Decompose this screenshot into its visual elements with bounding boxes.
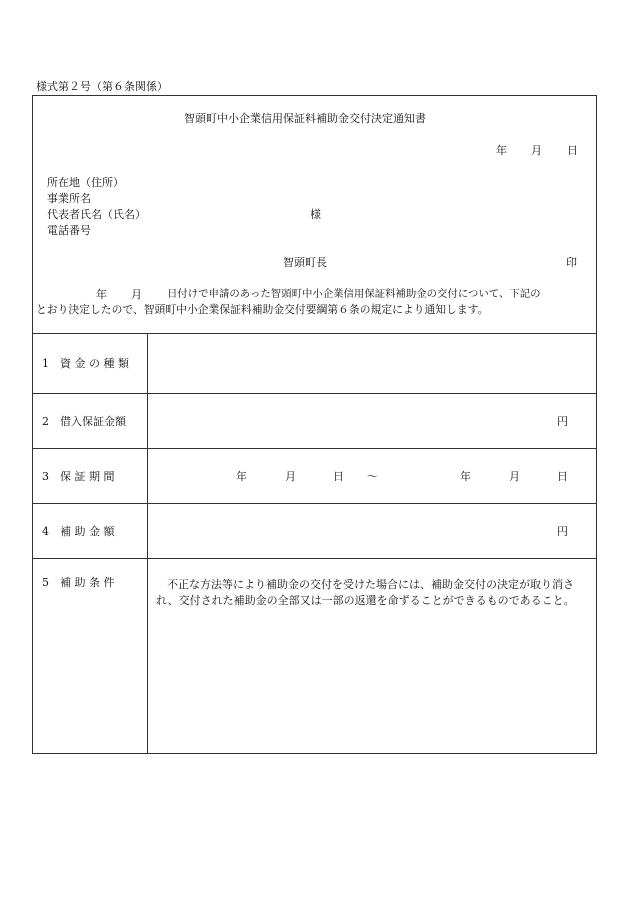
body-line2: とおり決定したので、智頭町中小企業保証料補助金交付要綱第６条の規定により通知します。 (36, 303, 489, 316)
form-number: 様式第２号（第６条関係） (36, 80, 168, 93)
table-top-border (32, 333, 597, 334)
period-start-year: 年 (236, 470, 247, 483)
period-separator: ～ (367, 470, 378, 483)
representative-label: 代表者氏名（氏名） (47, 208, 146, 221)
business-name-label: 事業所名 (47, 192, 91, 205)
body-month: 月 (131, 288, 142, 301)
row-label-subsidy-amount: 4 補 助 金 額 (42, 525, 115, 538)
seal-mark: 印 (566, 256, 577, 269)
address-label: 所在地（住所） (47, 176, 124, 189)
period-start-month: 月 (285, 470, 296, 483)
table-column-divider (147, 333, 148, 754)
period-end-year: 年 (460, 470, 471, 483)
phone-label: 電話番号 (47, 224, 91, 237)
body-line1-rest: 日付けで申請のあった智頭町中小企業信用保証料補助金の交付について、下記の (167, 288, 541, 300)
honorific: 様 (310, 208, 321, 221)
table-row-divider (32, 503, 597, 504)
issuer-title: 智頭町長 (283, 256, 327, 269)
row-label-guarantee-period: 3 保 証 期 間 (42, 470, 115, 483)
row-label-guarantee-amount: 2 借入保証金額 (42, 415, 126, 428)
subsidy-amount-unit: 円 (557, 525, 568, 538)
row-label-subsidy-conditions: 5 補 助 条 件 (42, 576, 115, 589)
period-end-day: 日 (557, 470, 568, 483)
date-month-label: 月 (531, 144, 542, 157)
table-row-divider (32, 393, 597, 394)
subsidy-conditions-text: 不正な方法等により補助金の交付を受けた場合には、補助金交付の決定が取り消され、交付された補助金の全部又は一部の返還を命ずることができるものであること。 (156, 578, 575, 607)
date-year-label: 年 (496, 144, 507, 157)
date-day-label: 日 (567, 144, 578, 157)
guarantee-amount-unit: 円 (557, 415, 568, 428)
row-label-fund-type: 1 資 金 の 種 類 (42, 357, 129, 370)
period-start-day: 日 (333, 470, 344, 483)
body-year: 年 (96, 288, 107, 301)
table-row-divider (32, 558, 597, 559)
document-title: 智頭町中小企業信用保証料補助金交付決定通知書 (184, 112, 426, 125)
table-row-divider (32, 448, 597, 449)
period-end-month: 月 (509, 470, 520, 483)
